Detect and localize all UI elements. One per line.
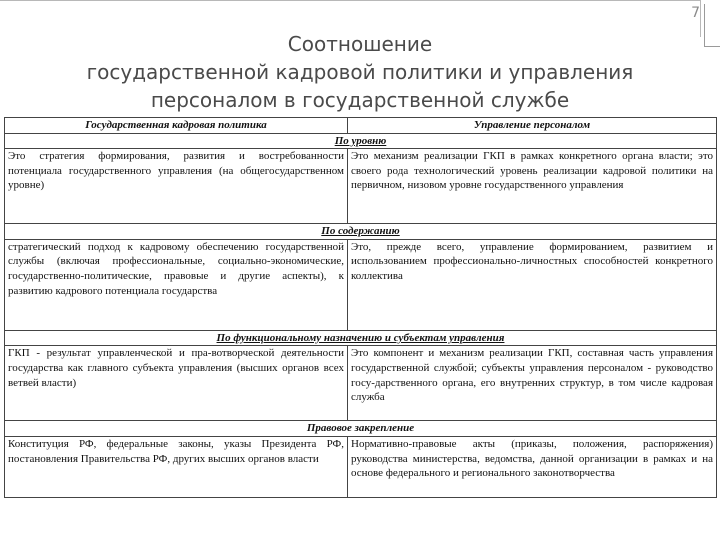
table-row xyxy=(5,239,717,330)
title-line-2: государственной кадровой политики и управления xyxy=(86,60,634,84)
comparison-table xyxy=(4,117,717,498)
section-title-content: По содержанию xyxy=(5,224,717,240)
page-number: 7 xyxy=(691,5,700,21)
section-title-legal: Правовое закрепление xyxy=(5,421,717,437)
section-title-function: По функциональному назначению и субъектам управления xyxy=(5,330,717,346)
section-row xyxy=(5,224,717,240)
cell-personnel-level: Это механизм реализации ГКП в рамках конкретного органа власти; это своего рода технологический уровень реализации кадровой политики на первичном, низовом уровне государственного управления xyxy=(348,149,717,224)
cell-policy-content: стратегический подход к кадровому обеспечению государственной службы (включая профессиональные, социально-экономические, государственно-политические, правовые и другие аспекты), к развитию кадрового потенциала государства xyxy=(5,239,348,330)
title-line-1: Соотношение xyxy=(287,32,433,56)
table-header-row xyxy=(5,118,717,134)
section-row xyxy=(5,133,717,149)
cell-policy-legal: Конституция РФ, федеральные законы, указы Президента РФ, постановления Правительства РФ, других высших органов власти xyxy=(5,436,348,497)
column-header-personnel: Управление персоналом xyxy=(348,118,717,134)
title-line-3: персоналом в государственной службе xyxy=(150,88,570,112)
section-title-level: По уровню xyxy=(5,133,717,149)
slide-title xyxy=(0,30,720,114)
column-header-policy: Государственная кадровая политика xyxy=(5,118,348,134)
section-row xyxy=(5,330,717,346)
cell-policy-level: Это стратегия формирования, развития и востребованности потенциала государственного управления (на общегосударственном уровне) xyxy=(5,149,348,224)
table-row xyxy=(5,149,717,224)
cell-policy-function: ГКП - результат управленческой и пра-вотворческой деятельности государства как главного субъекта управления (высших органов всех ветвей власти) xyxy=(5,346,348,421)
section-row xyxy=(5,421,717,437)
cell-personnel-legal: Нормативно-правовые акты (приказы, положения, распоряжения) руководства министерства, ведомства, данной организации в рамках и на основе федерального и регионального законотворчества xyxy=(348,436,717,497)
table-row xyxy=(5,436,717,497)
cell-personnel-function: Это компонент и механизм реализации ГКП, составная часть управления государственной службой; субъекты управления персоналом - руководство госу-дарственного органа, его внутренних структур, в том числе кадровая служба xyxy=(348,346,717,421)
table-row xyxy=(5,346,717,421)
cell-personnel-content: Это, прежде всего, управление формированием, развитием и использованием профессионально-личностных способностей конкретного коллектива xyxy=(348,239,717,330)
